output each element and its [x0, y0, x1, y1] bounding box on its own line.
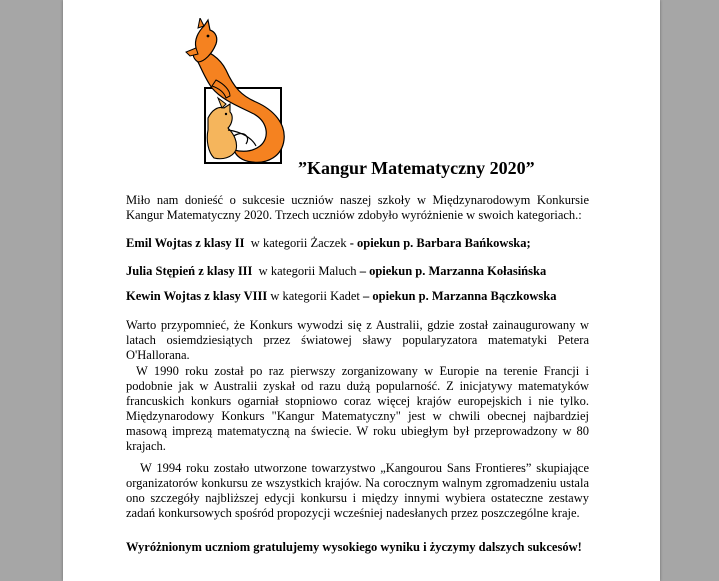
kangaroo-logo-icon — [138, 18, 293, 168]
winner-line — [126, 236, 589, 251]
winner-student: Emil Wojtas z klasy II — [126, 236, 245, 250]
europe-paragraph: W 1990 roku został po raz pierwszy zorganizowany w Europie na terenie Francji i podobnie jak w Australii zyskał od razu dużą popularność. Z inicjatywy matematyków francuskich konkurs ogarniał stopniowo coraz więcej krajów europejskich i nie tylko. Międzynarodowy Konkurs "Kangur Matematyczny" jest w chwili obecnej najbardziej masową imprezą matematyczną na świecie. W roku ubiegłym był przeprowadzony w 80 krajach. — [126, 364, 589, 453]
winner-tutor: – opiekun p. Marzanna Kołasińska — [359, 264, 547, 278]
winner-tutor: - opiekun p. Barbara Bańkowska; — [349, 236, 531, 250]
winner-category: w kategorii Żaczek — [250, 236, 347, 250]
intro-paragraph: Miło nam donieść o sukcesie uczniów naszej szkoły w Międzynarodowym Konkursie Kangur Matematyczny 2020. Trzech uczniów zdobyło wyróżnienie w swoich kategoriach.: — [126, 193, 589, 222]
history-paragraph: Warto przypomnieć, że Konkurs wywodzi się z Australii, gdzie został zainaugurowany w latach osiemdziesiątych przez światowej sławy popularyzatora matematyki Petera O'Hallorana. — [126, 318, 589, 362]
document-page — [63, 0, 660, 581]
winner-student: Julia Stępień z klasy III — [126, 264, 253, 278]
closing-paragraph: Wyróżnionym uczniom gratulujemy wysokiego wyniku i życzymy dalszych sukcesów! — [126, 540, 582, 554]
winner-line — [126, 289, 589, 304]
winner-category: w kategorii Maluch — [258, 264, 357, 278]
winner-student: Kewin Wojtas z klasy VIII — [126, 289, 268, 303]
page-title: ”Kangur Matematyczny 2020” — [298, 158, 535, 178]
winner-category: w kategorii Kadet — [270, 289, 360, 303]
winner-tutor: – opiekun p. Marzanna Bączkowska — [363, 289, 557, 303]
society-paragraph: W 1994 roku zostało utworzone towarzystwo „Kangourou Sans Frontieres” skupiające organizatorów konkursu ze wszystkich krajów. Na corocznym walnym zgromadzeniu ustala ono szczegóły najbliższej edycji konkursu i między innymi wybiera ostateczne zestawy zadań konkursowych spośród propozycji wcześniej nadesłanych przez poszczególne kraje. — [126, 461, 589, 520]
winner-line — [126, 264, 589, 279]
